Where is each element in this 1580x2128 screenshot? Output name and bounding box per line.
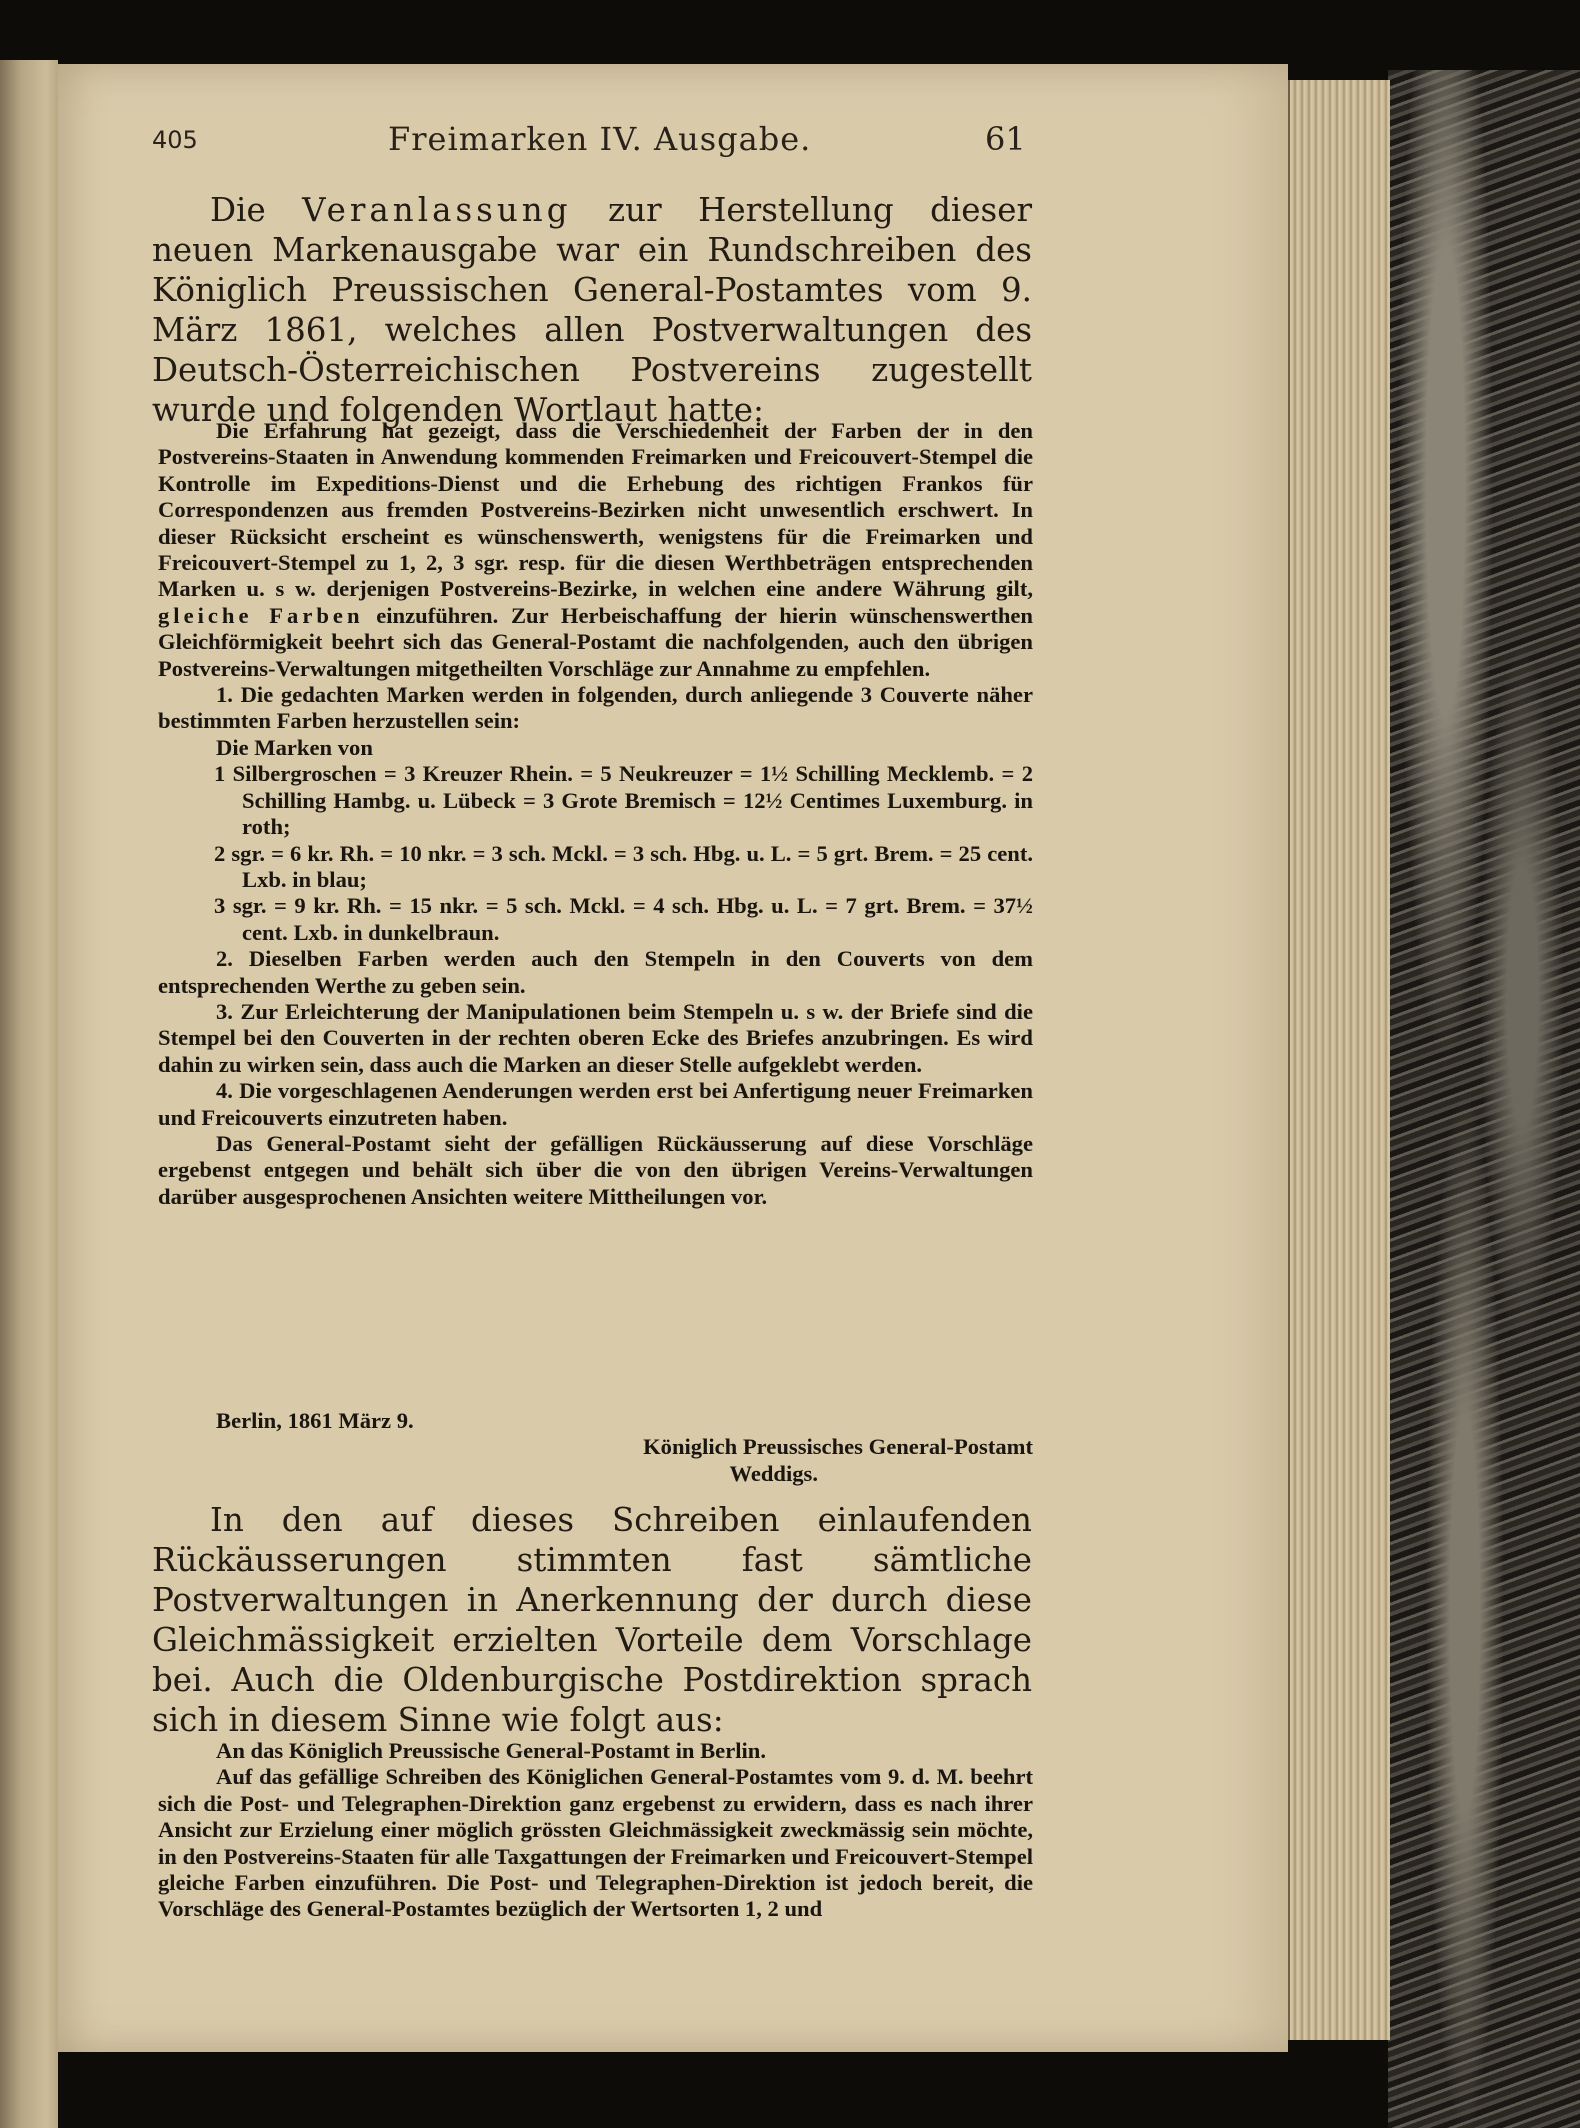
value-line-2: 2 sgr. = 6 kr. Rh. = 10 nkr. = 3 sch. Mckl. = 3 sch. Hbg. u. L. = 5 grt. Brem. = 25 cent. Lxb. in blau; (214, 840, 1033, 892)
value-line-3: 3 sgr. = 9 kr. Rh. = 15 nkr. = 5 sch. Mckl. = 4 sch. Hbg. u. L. = 7 grt. Brem. = 37½ cent. Lxb. in dunkelbraun. (214, 893, 1033, 945)
page-block-edges (1288, 80, 1390, 2040)
second-paragraph-text: In den auf dieses Schreiben einlaufenden Rückäusserungen stimmten fast sämtliche Postverwaltungen in Anerkennung der durch diese Gleichmässigkeit erzielten Vorteile dem Vorschlage bei. Auch die Oldenburgische Postdirektion sprach sich in diesem Sinne wie folgt aus: (152, 1501, 1032, 1739)
circular-item-2: 2. Dieselben Farben werden auch den Stempeln in den Couverts von dem entsprechenden Werthe zu geben sein. (158, 946, 1033, 998)
intro-lead: Die (210, 191, 266, 229)
previous-page-edge (0, 60, 58, 2128)
circular-p1b: einzuführen. Zur Herbeischaffung der hierin wünschenswerthen Gleichförmigkeit beehrt sich das General-Postamt die nachfolgenden, auch den übrigen Postvereins-Verwaltungen mitgetheilten Vorschläge zur Annahme zu empfehlen. (158, 602, 1034, 681)
value-line-1: 1 Silbergroschen = 3 Kreuzer Rhein. = 5 Neukreuzer = 1½ Schilling Mecklemb. = 2 Schilling Hambg. u. Lübeck = 3 Grote Bremisch = 12½ Centimes Luxemburg. in roth; (214, 761, 1033, 840)
intro-paragraph (152, 190, 1032, 430)
circular-item-3: 3. Zur Erleichterung der Manipulationen beim Stempeln u. s w. der Briefe sind die Stempel bei den Couverten in der rechten oberen Ecke des Briefes anzubringen. Es wird dahin zu wirken sein, dass auch die Marken an dieser Stelle aufgeklebt werden. (158, 998, 1033, 1077)
place-date: Berlin, 1861 März 9. (216, 1408, 414, 1433)
intro-spaced-word: Veranlassung (302, 191, 572, 229)
marbled-cover (1388, 70, 1580, 2128)
intro-rest: zur Herstellung dieser neuen Markenausgabe war ein Rundschreiben des Königlich Preussischen General-Postamtes vom 9. März 1861, welches allen Postverwaltungen des Deutsch-Österreichischen Postvereins zugestellt wurde und folgenden Wortlaut hatte: (152, 191, 1032, 429)
circular-letter (158, 418, 1033, 1210)
sender: Königlich Preussisches General-Postamt (643, 1434, 1033, 1460)
letter-body: Auf das gefällige Schreiben des Königlichen General-Postamtes vom 9. d. M. beehrt sich die Post- und Telegraphen-Direktion ganz ergebenst zu erwidern, dass es nach ihrer Ansicht zur Erzielung einer möglich grössten Gleichmässigkeit zweckmässig sein möchte, in den Postvereins-Staaten für alle Taxgattungen der Freimarken und Freicouvert-Stempel gleiche Farben einzuführen. Die Post- und Telegraphen-Direktion ist jedoch bereit, die Vorschläge des General-Postamtes bezüglich der Wertsorten 1, 2 und (158, 1764, 1033, 1922)
circular-p1a: Die Erfahrung hat gezeigt, dass die Verschiedenheit der Farben der in den Postvereins-Staaten in Anwendung kommenden Freimarken und Freicouvert-Stempel die Kontrolle im Expeditions-Dienst und die Erhebung des richtigen Frankos für Correspondenzen aus fremden Postvereins-Bezirken nicht unwesentlich erschwert. In dieser Rücksicht erscheint es wünschenswerth, wenigstens für die Freimarken und Freicouvert-Stempel zu 1, 2, 3 sgr. resp. für die diesen Werthbeträgen entsprechenden Marken u. s w. derjenigen Postvereins-Bezirke, in welchen eine andere Währung gilt, (158, 418, 1033, 602)
volume-page-number: 405 (152, 126, 198, 154)
marken-von: Die Marken von (216, 734, 373, 760)
circular-item-1: 1. Die gedachten Marken werden in folgenden, durch anliegende 3 Couverte näher bestimmten Farben herzustellen sein: (158, 682, 1033, 734)
letter-address: An das Königlich Preussische General-Postamt in Berlin. (216, 1738, 766, 1763)
signature-block (158, 1408, 1033, 1487)
circular-closing: Das General-Postamt sieht der gefälligen Rückäusserung auf diese Vorschläge ergebenst entgegen und behält sich über die von den übrigen Vereins-Verwaltungen darüber ausgesprochenen Ansichten weitere Mittheilungen vor. (158, 1130, 1033, 1209)
running-head: Freimarken IV. Ausgabe. (388, 120, 812, 158)
circular-item-4: 4. Die vorgeschlagenen Aenderungen werden erst bei Anfertigung neuer Freimarken und Freicouverts einzutreten haben. (158, 1078, 1033, 1130)
second-paragraph (152, 1500, 1032, 1740)
signature: Weddigs. (729, 1460, 818, 1486)
page-number: 61 (985, 120, 1026, 158)
oldenburg-letter (158, 1738, 1033, 1923)
circular-spaced: gleiche Farben (158, 602, 364, 628)
